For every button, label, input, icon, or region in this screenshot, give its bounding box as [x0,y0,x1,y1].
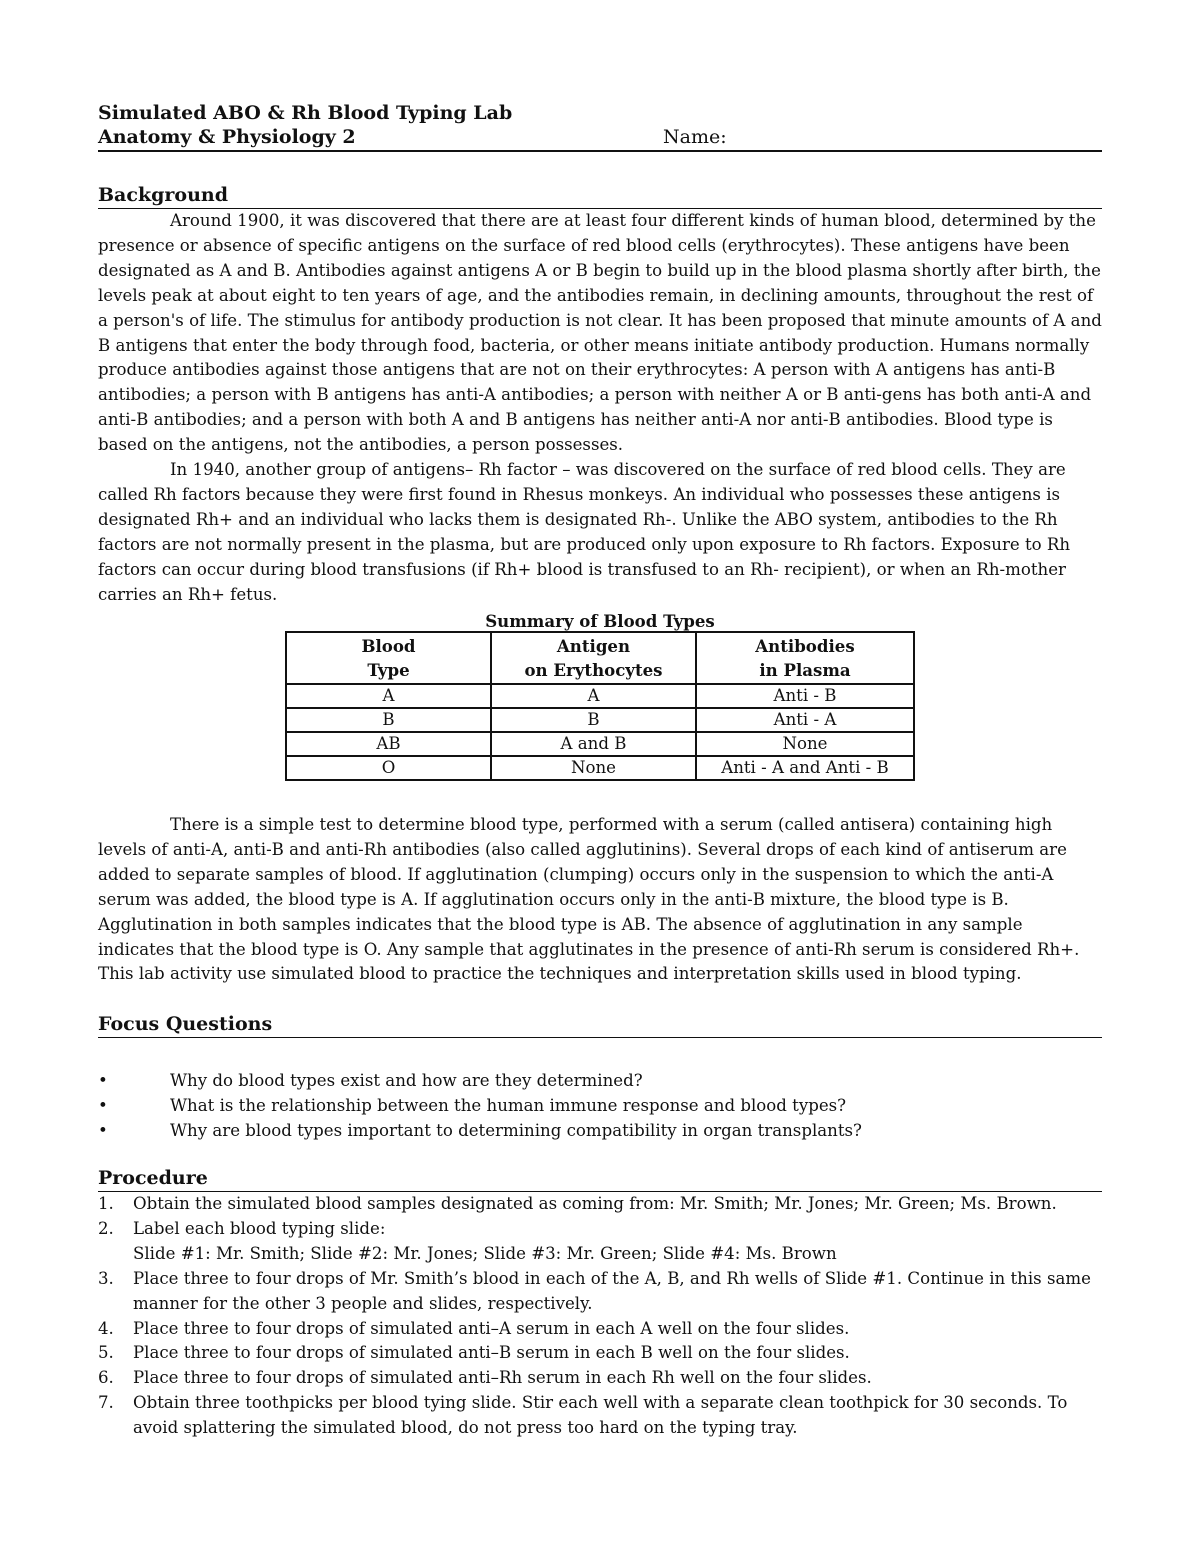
background-continued [98,813,1102,987]
table-cell: B [286,708,491,732]
blood-types-table [285,631,915,781]
background-heading: Background [98,183,1102,209]
header-blood-type: Blood Type [286,632,491,684]
table-cell: Anti - A [696,708,914,732]
name-label: Name: [663,126,727,148]
focus-heading: Focus Questions [98,1012,1102,1038]
bullet: • [98,1121,108,1140]
header-antibodies: Antibodies in Plasma [696,632,914,684]
blood-types-table-block [285,611,915,781]
bullet: • [98,1071,108,1090]
list-item: 5. Place three to four drops of simulated anti–B serum in each B well on the four slides. [98,1343,850,1363]
bullet: • [98,1096,108,1115]
list-item: • Why do blood types exist and how are they determined? [98,1068,1102,1093]
table-row [286,708,914,732]
focus-questions-section [98,1012,1102,1143]
document-header [98,101,1102,152]
table-row [286,732,914,756]
background-paragraph-1: Around 1900, it was discovered that there are at least four different kinds of human blood, determined by the presence or absence of specific antigens on the surface of red blood cells (erythrocytes). These antigens have been designated as A and B. Antibodies against antigens A or B begin to build up in the blood plasma shortly after birth, the levels peak at about eight to ten years of age, and the antibodies remain, in declining amounts, throughout the rest of a person's of life. The stimulus for antibody production is not clear. It has been proposed that minute amounts of A and B antigens that enter the body through food, bacteria, or other means initiate antibody production. Humans normally produce antibodies against those antigens that are not on their erythrocytes: A person with A antigens has anti-B antibodies; a person with B antigens has anti-A antibodies; a person with neither A or B anti-gens has both anti-A and anti-B antibodies; and a person with both A and B antigens has neither anti-A nor anti-B antibodies. Blood type is based on the antigens, not the antibodies, a person possesses. [98,211,1102,455]
background-section [98,183,1102,608]
table-cell: None [696,732,914,756]
procedure-section [98,1166,1102,1441]
table-cell: AB [286,732,491,756]
list-item: 6. Place three to four drops of simulated anti–Rh serum in each Rh well on the four slides. [98,1368,872,1388]
focus-list [98,1068,1102,1143]
table-cell: A and B [491,732,696,756]
table-cell: O [286,756,491,780]
table-cell: A [491,684,696,708]
background-paragraph-3: There is a simple test to determine blood type, performed with a serum (called antisera) containing high levels of anti-A, anti-B and anti-Rh antibodies (also called agglutinins). Several drops of each kind of antiserum are added to separate samples of blood. If agglutination (clumping) occurs only in the suspension to which the anti-A serum was added, the blood type is A. If agglutination occurs only in the anti-B mixture, the blood type is B. Agglutination in both samples indicates that the blood type is AB. The absence of agglutination in any sample indicates that the blood type is O. Any sample that agglutinates in the presence of anti-Rh serum is considered Rh+. This lab activity use simulated blood to practice the techniques and interpretation skills used in blood typing. [98,815,1080,984]
list-item: 7. Obtain three toothpicks per blood tying slide. Stir each well with a separate clean toothpick for 30 seconds. To avoid splattering the simulated blood, do not press too hard on the typing tray. [98,1393,1068,1438]
table-row [286,756,914,780]
table-header-row [286,632,914,684]
lab-title: Simulated ABO & Rh Blood Typing Lab [98,102,513,124]
list-item: 3. Place three to four drops of Mr. Smith’s blood in each of the A, B, and Rh wells of Slide #1. Continue in this same manner for the other 3 people and slides, respectively. [98,1268,1091,1313]
table-cell: Anti - A and Anti - B [696,756,914,780]
list-item: • What is the relationship between the human immune response and blood types? [98,1093,1102,1118]
list-item: • Why are blood types important to determining compatibility in organ transplants? [98,1118,1102,1143]
list-item: 1. Obtain the simulated blood samples designated as coming from: Mr. Smith; Mr. Jones; Mr. Green; Ms. Brown. [98,1194,1057,1213]
table-cell: A [286,684,491,708]
table-row [286,684,914,708]
background-paragraph-2: In 1940, another group of antigens– Rh factor – was discovered on the surface of red blood cells. They are called Rh factors because they were first found in Rhesus monkeys. An individual who possesses these antigens is designated Rh+ and an individual who lacks them is designated Rh-. Unlike the ABO system, antibodies to the Rh factors are not normally present in the plasma, but are produced only upon exposure to Rh factors. Exposure to Rh factors can occur during blood transfusions (if Rh+ blood is transfused to an Rh- recipient), or when an Rh-mother carries an Rh+ fetus. [98,460,1071,604]
list-item: 4. Place three to four drops of simulated anti–A serum in each A well on the four slides. [98,1318,850,1338]
header-antigen: Antigen on Erythocytes [491,632,696,684]
table-cell: Anti - B [696,684,914,708]
table-title: Summary of Blood Types [485,611,715,631]
course-name: Anatomy & Physiology 2 [98,126,356,148]
table-cell: None [491,756,696,780]
list-item: 2. Label each blood typing slide: Slide #1: Mr. Smith; Slide #2: Mr. Jones; Slide #3: Mr. Green; Slide #4: Ms. Brown [98,1218,837,1263]
procedure-heading: Procedure [98,1166,1102,1192]
course-line [98,125,1102,152]
procedure-steps [98,1192,1102,1441]
table-cell: B [491,708,696,732]
